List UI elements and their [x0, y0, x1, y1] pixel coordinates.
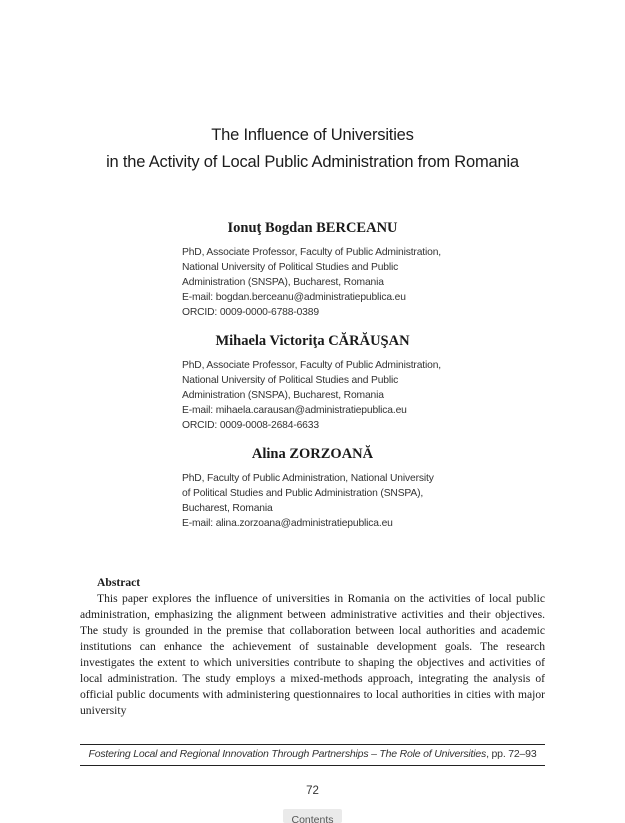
author-orcid: ORCID: 0009-0000-6788-0389	[182, 307, 319, 318]
abstract-heading: Abstract	[97, 576, 141, 589]
paper-title	[0, 122, 625, 176]
author-affiliation	[182, 471, 625, 531]
author-block-1	[0, 219, 625, 320]
affiliation-line: National University of Political Studies and Public	[182, 262, 399, 273]
author-email: E-mail: alina.zorzoana@administratiepublica.eu	[182, 518, 393, 529]
affiliation-line: PhD, Faculty of Public Administration, National University	[182, 473, 434, 484]
author-email: E-mail: mihaela.carausan@administratiepublica.eu	[182, 405, 407, 416]
abstract-section	[80, 575, 545, 719]
author-orcid: ORCID: 0009-0008-2684-6633	[182, 420, 319, 431]
author-name: Ionuţ Bogdan BERCEANU	[227, 220, 398, 236]
page-range: , pp. 72–93	[486, 748, 537, 760]
author-block-2	[0, 332, 625, 433]
author-email: E-mail: bogdan.berceanu@administratiepublica.eu	[182, 292, 406, 303]
page-number: 72	[306, 785, 319, 797]
author-name: Mihaela Victoriţa CĂRĂUŞAN	[215, 333, 410, 349]
footer-top-rule	[80, 744, 545, 745]
affiliation-line: Bucharest, Romania	[182, 503, 273, 514]
affiliation-line: Administration (SNSPA), Bucharest, Romania	[182, 390, 384, 401]
affiliation-line: Administration (SNSPA), Bucharest, Romania	[182, 277, 384, 288]
affiliation-line: PhD, Associate Professor, Faculty of Public Administration,	[182, 247, 441, 258]
contents-button[interactable]: Contents	[283, 809, 342, 823]
paper-title-line-1: The Influence of Universities	[211, 126, 414, 144]
book-title: Fostering Local and Regional Innovation Through Partnerships – The Role of Universities	[88, 748, 487, 760]
author-block-3	[0, 445, 625, 531]
abstract-text: This paper explores the influence of universities in Romania on the activities of local public administration, emphasizing the alignment between administrative activities and their objectives. The study is grounded in the premise that collaboration between local authorities and academic institutions can enhance the achievement of sustainable development goals. The research investigates the extent to which universities contribute to shaping the objectives and activities of local administration. The study employs a mixed-methods approach, integrating the analysis of official public documents with administering questionnaires to local authorities in cities with major university	[80, 592, 545, 717]
affiliation-line: of Political Studies and Public Administration (SNSPA),	[182, 488, 424, 499]
affiliation-line: National University of Political Studies and Public	[182, 375, 399, 386]
author-affiliation	[182, 358, 625, 433]
author-affiliation	[182, 245, 625, 320]
running-footer	[80, 748, 545, 760]
footer-bottom-rule	[80, 765, 545, 766]
paper-title-line-2: in the Activity of Local Public Administration from Romania	[106, 153, 519, 171]
author-name: Alina ZORZOANĂ	[251, 446, 374, 462]
affiliation-line: PhD, Associate Professor, Faculty of Public Administration,	[182, 360, 441, 371]
